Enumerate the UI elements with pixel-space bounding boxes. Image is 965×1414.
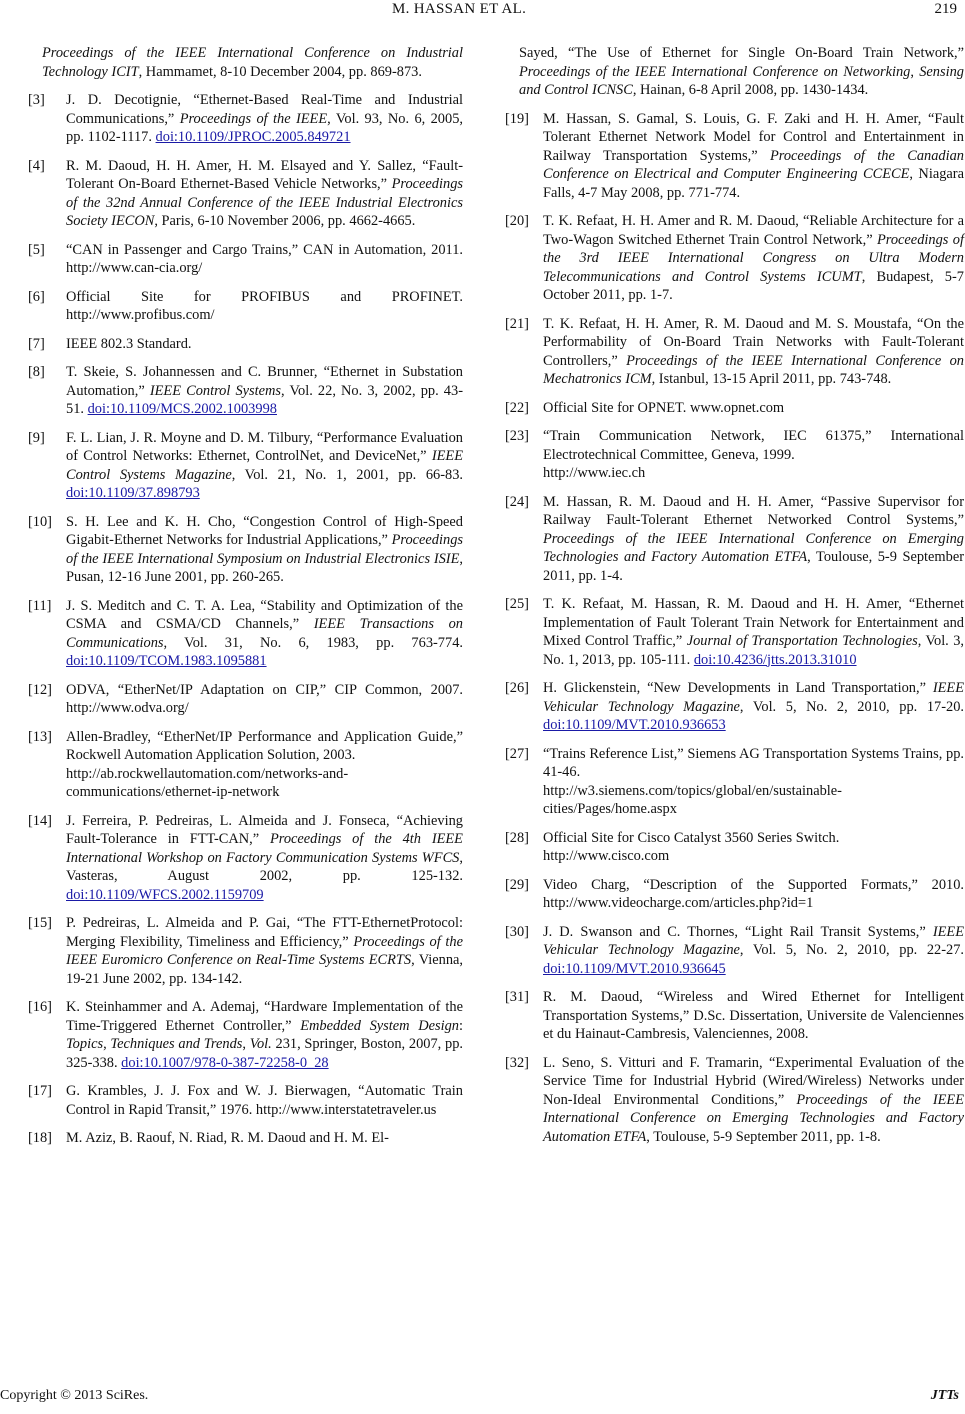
reference-italic-text: IEEE Control Systems <box>149 382 282 399</box>
reference-number: [13] <box>28 728 52 745</box>
reference-text: “Trains Reference List,” Siemens AG Transportation Systems Trains, pp. 41-46. <box>543 745 964 780</box>
reference-italic-text: Proceedings of the 3rd IEEE International Congress on Ultra Modern Telecommunications and Control Systems ICUMT <box>543 231 964 285</box>
reference-italic-text: Techniques and Trends <box>110 1036 243 1052</box>
reference-number: [12] <box>28 681 52 698</box>
reference-text: “CAN in Passenger and Cargo Trains,” CAN in Automation, 2011. http://www.can-cia.org/ <box>66 241 463 276</box>
reference-entry <box>28 1129 463 1148</box>
reference-italic-text: IEEE Transactions on Communications <box>66 616 463 651</box>
reference-url: http://www.iec.ch <box>543 465 646 481</box>
reference-number: [7] <box>28 335 45 352</box>
reference-entry <box>28 288 463 325</box>
reference-italic-text: Proceedings of the IEEE International Conference on Networking <box>519 63 911 80</box>
reference-italic-text: Proceedings of the 32nd Annual Conference of the IEEE Industrial Electronics Society IECON <box>66 176 463 229</box>
reference-text: F. L. Lian, J. R. Moyne and D. M. Tilbury, “Performance Evaluation of Control Networks: Ethernet, ControlNet, and DeviceNet,” <box>66 429 463 464</box>
reference-entry <box>505 876 964 913</box>
reference-entry <box>28 241 463 278</box>
reference-number: [8] <box>28 364 45 380</box>
reference-entry <box>505 212 964 305</box>
reference-text: K. Steinhammer and A. Ademaj, “Hardware Implementation of the Time-Triggered Ethernet Controller,” <box>66 999 463 1034</box>
reference-text: , <box>242 1036 250 1052</box>
doi-link[interactable]: doi:10.4236/jtts.2013.31010 <box>693 651 857 668</box>
reference-number: [32] <box>505 1054 529 1071</box>
reference-text: M. Aziz, B. Raouf, N. Riad, R. M. Daoud and H. M. El- <box>66 1130 389 1146</box>
reference-text: L. Seno, S. Vitturi and F. Tramarin, “Experimental Evaluation of the Service Time for Industrial Hybrid (Wired/Wireless) Networks under Non-Ideal Environmental Conditions,” <box>543 1054 964 1108</box>
reference-number: [31] <box>505 989 529 1005</box>
reference-entry <box>28 914 463 988</box>
reference-text: : <box>459 1017 463 1034</box>
reference-entry <box>28 429 463 503</box>
reference-entry <box>505 427 964 483</box>
reference-number: [9] <box>28 429 45 446</box>
doi-link[interactable]: doi:10.1109/JPROC.2005.849721 <box>155 129 351 145</box>
reference-text: G. Krambles, J. J. Fox and W. J. Bierwagen, “Automatic Train Control in Rapid Transit,” 1976. http://www.interstatetraveler.us <box>66 1083 463 1118</box>
reference-text: , Hammamet, 8-10 December 2004, pp. 869-873. <box>138 63 422 80</box>
reference-number: [18] <box>28 1130 52 1146</box>
reference-number: [19] <box>505 110 529 127</box>
reference-number: [25] <box>505 596 529 612</box>
reference-text: , Vienna, 19-21 June 2002, pp. 134-142. <box>66 952 464 987</box>
references-right-column <box>505 44 964 1156</box>
copyright-notice: Copyright © 2013 SciRes. <box>0 1388 149 1403</box>
reference-italic-text: Journal of Transportation Technologies <box>686 633 918 649</box>
reference-text: M. Hassan, R. M. Daoud and H. H. Amer, “Passive Supervisor for Railway Fault-Tolerant Ethernet Networked Control Systems,” <box>543 493 964 528</box>
reference-number: [27] <box>505 745 529 762</box>
reference-continuation <box>28 44 463 81</box>
reference-number: [28] <box>505 829 529 846</box>
reference-italic-text: Vol. <box>249 1036 272 1052</box>
reference-text: J. D. Swanson and C. Thornes, “Light Rail Transit Systems,” <box>543 923 933 940</box>
reference-text: T. K. Refaat, H. H. Amer and R. M. Daoud, “Reliable Architecture for a Two-Wagon Switched Ethernet Train Control Network,” <box>543 213 964 248</box>
reference-italic-text: IEEE Vehicular Technology Magazine <box>543 680 964 715</box>
reference-number: [21] <box>505 315 529 332</box>
reference-text: “Train Communication Network, IEC 61375,” International Electrotechnical Committee, Geneva, 1999. <box>543 428 964 463</box>
reference-entry <box>505 110 964 203</box>
reference-text: 231, Springer, Boston, 2007, pp. 325-338. <box>66 1036 464 1071</box>
reference-text: H. Glickenstein, “New Developments in Land Transportation,” <box>543 680 933 696</box>
reference-entry <box>505 745 964 819</box>
reference-entry <box>28 998 463 1072</box>
reference-entry <box>505 315 964 389</box>
reference-text: ODVA, “EtherNet/IP Adaptation on CIP,” CIP Common, 2007. http://www.odva.org/ <box>66 681 463 716</box>
reference-text: , Vol. 5, No. 2, 2010, pp. 22-27. <box>739 942 964 958</box>
reference-continuation <box>505 44 964 100</box>
reference-number: [23] <box>505 428 529 444</box>
doi-link[interactable]: doi:10.1007/978-0-387-72258-0_28 <box>121 1054 329 1071</box>
reference-text: , Paris, 6-10 November 2006, pp. 4662-4665. <box>154 213 416 229</box>
reference-number: [24] <box>505 493 529 510</box>
reference-text: Allen-Bradley, “EtherNet/IP Performance and Application Guide,” Rockwell Automation Application Solution, 2003. <box>66 728 463 763</box>
reference-number: [5] <box>28 241 45 258</box>
reference-entry <box>28 91 463 147</box>
reference-italic-text: Proceedings of the IEEE International Conference on Mechatronics ICM <box>543 352 964 387</box>
reference-number: [6] <box>28 288 45 305</box>
reference-text: Sayed, “The Use of Ethernet for Single On-Board Train Network,” <box>519 45 964 61</box>
reference-entry <box>28 597 463 671</box>
reference-text: , Hainan, 6-8 April 2008, pp. 1430-1434. <box>632 82 869 98</box>
reference-italic-text: IEEE Vehicular Technology Magazine <box>543 923 964 958</box>
reference-italic-text: Proceedings of the IEEE <box>179 110 328 127</box>
reference-text: IEEE 802.3 Standard. <box>66 335 192 352</box>
reference-text: , Toulouse, 5-9 September 2011, pp. 1-8. <box>646 1128 881 1145</box>
reference-text: , <box>910 63 920 80</box>
doi-link[interactable]: doi:10.1109/MCS.2002.1003998 <box>87 401 277 417</box>
reference-italic-text: Embedded System Design <box>300 1017 459 1034</box>
reference-entry <box>28 681 463 718</box>
reference-text: R. M. Daoud, H. H. Amer, H. M. Elsayed and Y. Sallez, “Fault-Tolerant On-Board Ethernet-Based Vehicle Networks,” <box>66 157 463 192</box>
reference-number: [16] <box>28 999 52 1015</box>
reference-text: P. Pedreiras, L. Almeida and P. Gai, “The FTT-EthernetProtocol: Merging Flexibility, Timeliness and Efficiency,” <box>66 915 463 950</box>
reference-entry <box>28 335 463 354</box>
reference-text: , Niagara Falls, 4-7 May 2008, pp. 771-774. <box>543 166 964 201</box>
reference-text: R. M. Daoud, “Wireless and Wired Ethernet for Intelligent Transportation Systems,” D.Sc. Dissertation, Universite de Valenciennes et du Hainaut-Cambresis, Valenciennes, 2008. <box>543 989 964 1042</box>
reference-italic-text: Sensing and Control ICNSC <box>519 63 964 98</box>
reference-text: , Vol. 21, No. 1, 2001, pp. 66-83. <box>231 466 463 483</box>
reference-italic-text: Proceedings of the IEEE International Conference on Emerging Technologies and Factory Automation ETFA <box>543 530 964 565</box>
reference-url: http://ab.rockwellautomation.com/networks-and-communications/ethernet-ip-network <box>66 765 349 800</box>
reference-number: [26] <box>505 680 529 696</box>
doi-link[interactable]: doi:10.1109/TCOM.1983.1095881 <box>66 653 267 669</box>
reference-number: [10] <box>28 513 52 530</box>
doi-link[interactable]: doi:10.1109/37.898793 <box>66 485 200 501</box>
reference-entry <box>505 595 964 669</box>
page-number: 219 <box>934 1 957 17</box>
reference-italic-text: Proceedings of the IEEE Euromicro Conference on Real-Time Systems ECRTS <box>66 933 463 968</box>
reference-text: J. D. Decotignie, “Ethernet-Based Real-Time and Industrial Communications,” <box>66 92 463 127</box>
reference-italic-text: Topics <box>66 1036 104 1052</box>
reference-number: [3] <box>28 92 45 108</box>
reference-text: , Vol. 31, No. 6, 1983, pp. 763-774. <box>163 634 463 651</box>
reference-text: , Vol. 93, No. 6, 2005, pp. 1102-1117. <box>66 110 463 145</box>
reference-number: [17] <box>28 1083 52 1099</box>
reference-text: , Vol. 5, No. 2, 2010, pp. 17-20. <box>739 698 964 715</box>
reference-text: , Istanbul, 13-15 April 2011, pp. 743-748. <box>651 371 892 387</box>
reference-italic-text: Proceedings of the Canadian Conference on Electrical and Computer Engineering CCECE <box>543 147 964 182</box>
doi-link[interactable]: doi:10.1109/MVT.2010.936645 <box>543 960 726 977</box>
reference-entry <box>505 1054 964 1147</box>
reference-text: , Budapest, 5-7 October 2011, pp. 1-7. <box>543 268 964 303</box>
reference-text: , Vol. 22, No. 3, 2002, pp. 43-51. <box>66 382 463 417</box>
reference-number: [29] <box>505 876 529 893</box>
reference-number: [14] <box>28 812 52 829</box>
reference-url: http://w3.siemens.com/topics/global/en/sustainable-cities/Pages/home.aspx <box>543 782 842 817</box>
reference-number: [15] <box>28 915 52 931</box>
journal-abbreviation: JTTs <box>930 1388 959 1403</box>
reference-entry <box>28 513 463 587</box>
reference-text: , <box>103 1036 111 1052</box>
reference-text: T. K. Refaat, H. H. Amer, R. M. Daoud and M. S. Moustafa, “On the Performability of On-Board Train Networks with Fault-Tolerant Controllers,” <box>543 315 964 369</box>
reference-italic-text: Proceedings of the 4th IEEE International Workshop on Factory Communication Systems WFCS <box>66 831 463 866</box>
reference-entry <box>505 399 964 418</box>
reference-number: [22] <box>505 399 529 416</box>
reference-entry <box>28 363 463 419</box>
references-left-column <box>28 44 463 1158</box>
reference-entry <box>28 1082 463 1119</box>
reference-text: , Toulouse, 5-9 September 2011, pp. 1-4. <box>543 549 964 584</box>
reference-url: http://www.cisco.com <box>543 848 670 864</box>
reference-entry <box>505 988 964 1044</box>
reference-text: T. K. Refaat, M. Hassan, R. M. Daoud and H. H. Amer, “Ethernet Implementation of Fault Tolerant Train Network for Entertainment and Mixed Control Traffic,” <box>543 596 964 649</box>
reference-entry <box>505 923 964 979</box>
reference-text: T. Skeie, S. Johannessen and C. Brunner, “Ethernet in Substation Automation,” <box>66 364 463 399</box>
reference-italic-text: IEEE Control Systems Magazine <box>66 448 463 483</box>
reference-text: , Pusan, 12-16 June 2001, pp. 260-265. <box>66 550 463 585</box>
reference-number: [20] <box>505 213 529 229</box>
running-header <box>0 0 965 24</box>
reference-text: , Vol. 3, No. 1, 2013, pp. 105-111. <box>543 633 964 668</box>
reference-text: S. H. Lee and K. H. Cho, “Congestion Control of High-Speed Gigabit-Ethernet Networks for Industrial Applications,” <box>66 513 463 548</box>
reference-text: Official Site for Cisco Catalyst 3560 Series Switch. <box>543 829 840 846</box>
reference-entry <box>505 829 964 866</box>
reference-text: Official Site for OPNET. www.opnet.com <box>543 399 785 416</box>
reference-italic-text: Proceedings of the IEEE International Conference on Industrial Technology ICIT <box>42 45 463 80</box>
doi-link[interactable]: doi:10.1109/MVT.2010.936653 <box>543 717 726 733</box>
reference-text: Video Charg, “Description of the Supported Formats,” 2010. http://www.videocharge.com/articles.php?id=1 <box>543 876 964 911</box>
reference-text: Official Site for PROFIBUS and PROFINET. http://www.profibus.com/ <box>66 288 463 323</box>
reference-text: J. S. Meditch and C. T. A. Lea, “Stability and Optimization of the CSMA and CSMA/CD Channels,” <box>66 597 463 632</box>
reference-text: J. Ferreira, P. Pedreiras, L. Almeida and J. Fonseca, “Achieving Fault-Tolerance in FTT-CAN,” <box>66 812 463 847</box>
reference-number: [4] <box>28 157 45 174</box>
reference-entry <box>28 728 463 802</box>
reference-italic-text: Proceedings of the IEEE International Conference on Emerging Technologies and Factory Automation ETFA <box>543 1091 964 1145</box>
reference-text: , Vasteras, August 2002, pp. 125-132. <box>66 849 463 884</box>
running-header-authors: M. HASSAN ET AL. <box>392 1 527 17</box>
doi-link[interactable]: doi:10.1109/WFCS.2002.1159709 <box>66 886 264 903</box>
reference-number: [11] <box>28 597 52 614</box>
reference-number: [30] <box>505 923 529 940</box>
reference-entry <box>505 679 964 735</box>
reference-entry <box>28 157 463 231</box>
page-footer <box>0 1384 965 1414</box>
reference-text: M. Hassan, S. Gamal, S. Louis, G. F. Zaki and H. H. Amer, “Fault Tolerant Ethernet Network Model for Control and Entertainment in Railway Transportation Systems,” <box>543 110 964 164</box>
reference-italic-text: Proceedings of the IEEE International Symposium on Industrial Electronics ISIE <box>66 532 463 567</box>
reference-entry <box>28 812 463 905</box>
reference-entry <box>505 493 964 586</box>
